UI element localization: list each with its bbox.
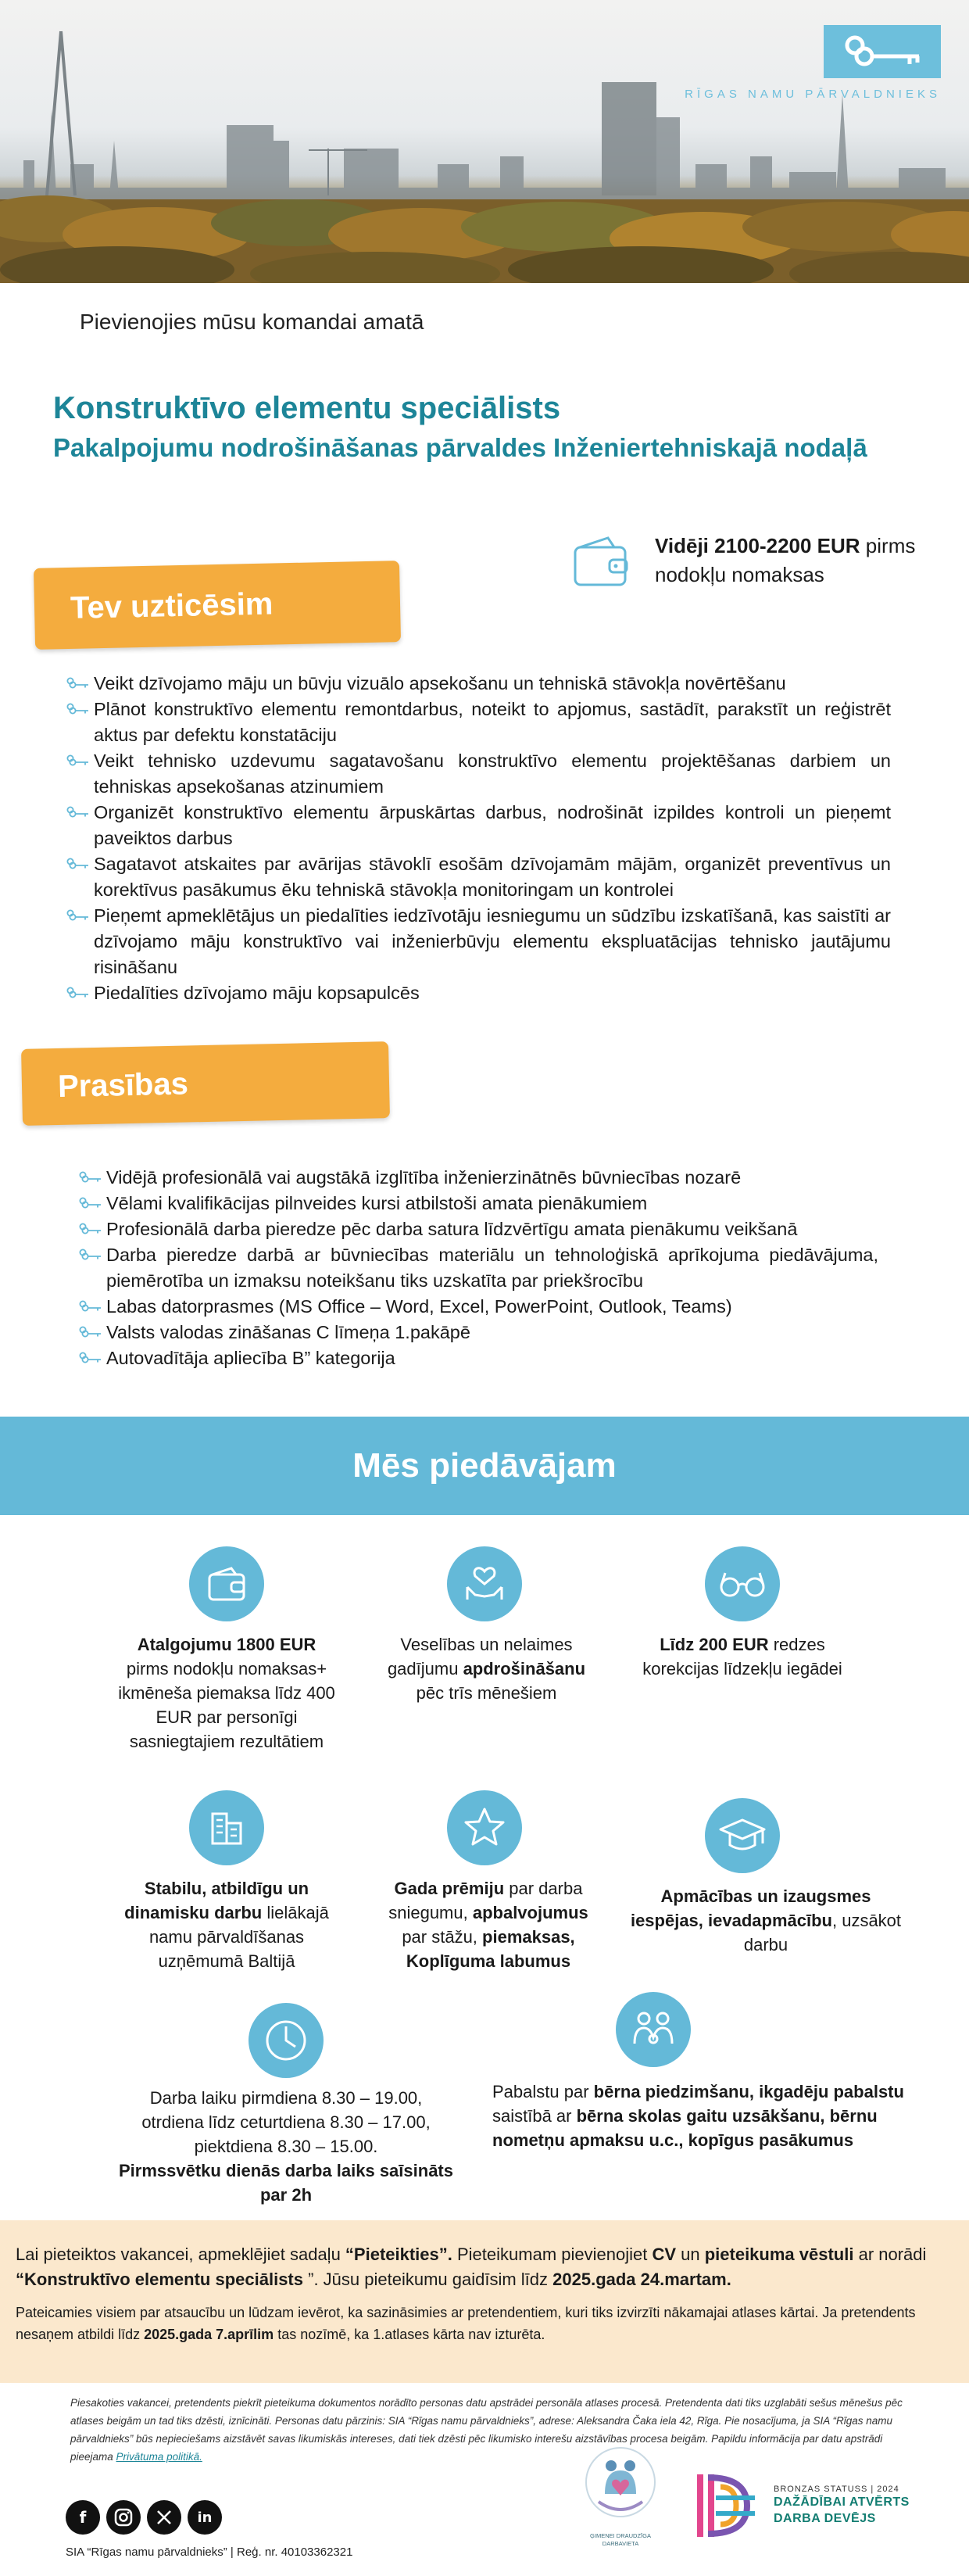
family-friendly-badge: [578, 2439, 663, 2556]
offer-salary: [109, 1632, 344, 1754]
application-info: [0, 2220, 969, 2383]
offer-insurance-bold: apdrošināšanu: [463, 1659, 586, 1679]
diversity-logo-icon: [692, 2467, 763, 2545]
offer-bonus-text1: par darba sniegumu,: [388, 1879, 583, 1922]
list-item-text: Sagatavot atskaites par avārijas stāvoklī esošām dzīvojamām mājām, organizēt preventīvus un korektīvus pasākumus ēku tehniskā stāvokļa monitoringam un kontrolei: [94, 854, 891, 900]
offer-bonus-text2: par stāžu,: [402, 1927, 483, 1947]
health-hands-icon: [447, 1546, 522, 1621]
wallet-icon: [189, 1546, 264, 1621]
apply-cv: CV: [652, 2245, 677, 2264]
duty-item: [66, 903, 891, 980]
privacy-text: Piesakoties vakancei, pretendents piekrīt pieteikuma dokumentos norādīto personas datu apstrādei personāla atlases procesā. Pretendenta dati tiks uzglabāti sešus mēnešus pēc atlases beigām un tad tiks dzēsti, iznīcināti. Personas datu pārzinis: SIA “Rīgas namu pārvaldnieks”, adrese: Aleksandra Čaka iela 42, Rīga. Pie nosacījuma, ja SIA “Rīgas namu pārvaldnieks” būs nepieciešams aizstāvēt savas likumiskās intereses, dati tiek dzēsti pēc likumisko interešu aizstāvības procesa beigām. Papildu informācija par datu apstrādi pieejama: [70, 2397, 903, 2463]
duties-list: [66, 671, 891, 1006]
offer-glasses: [625, 1632, 860, 1681]
clock-icon: [249, 2003, 324, 2078]
offer-bonus-bold2: apbalvojumus: [472, 1903, 588, 1922]
wallet-icon: [570, 532, 633, 594]
company-logo: [685, 25, 941, 101]
offer-hours-line1: Darba laiku pirmdiena 8.30 – 19.00,: [149, 2088, 423, 2108]
apply-text: ”. Jūsu pieteikumu gaidīsim līdz: [303, 2270, 553, 2289]
offer-bonus-bold1: Gada prēmiju: [394, 1879, 505, 1898]
diversity-badge: [692, 2467, 942, 2545]
key-bullet-icon: [66, 754, 91, 768]
offer-child-text2: saistībā ar: [492, 2106, 577, 2126]
offer-insurance-text1: Veselības un nelaimes gadījumu: [387, 1635, 573, 1679]
requirement-item: [78, 1320, 878, 1345]
glasses-icon: [705, 1546, 780, 1621]
requirement-item: [78, 1242, 878, 1294]
duties-heading-text: Tev uzticēsim: [70, 586, 274, 625]
list-item-text: Profesionālā darba pieredze pēc darba satura līdzvērtīgu amata pienākumu veikšanā: [106, 1219, 798, 1239]
family-friendly-logo-icon: [581, 2439, 660, 2525]
buildings-icon: [189, 1790, 264, 1865]
key-bullet-icon: [78, 1196, 103, 1210]
offer-stable-job: [109, 1876, 344, 1973]
list-item-text: Plānot konstruktīvo elementu remontdarbus, noteikt to apjomus, sastādīt, parakstīt un reģistrēt aktus par defektu konstatāciju: [94, 699, 891, 745]
duties-heading: [34, 561, 401, 650]
apply-text: Pieteikumam pievienojiet: [452, 2245, 653, 2264]
offer-child-benefits: [492, 2080, 914, 2152]
apply-link-section: “Pieteikties”.: [345, 2245, 452, 2264]
offer-insurance: [375, 1632, 598, 1705]
key-bullet-icon: [78, 1170, 103, 1184]
job-department: Pakalpojumu nodrošināšanas pārvaldes Inženiertehniskajā nodaļā: [53, 433, 867, 462]
requirement-item: [78, 1165, 878, 1191]
duty-item: [66, 851, 891, 903]
x-icon[interactable]: [147, 2500, 181, 2535]
offer-child-bold2: bērna skolas gaitu uzsākšanu, bērnu nometņu apmaksu u.c., kopīgus pasākumus: [492, 2106, 878, 2150]
duty-item: [66, 748, 891, 800]
list-item-text: Piedalīties dzīvojamo māju kopsapulcēs: [94, 983, 420, 1003]
apply-letter: pieteikuma vēstuli: [704, 2245, 854, 2264]
offer-hours-bold: Pirmssvētku dienās darba laiks saīsināts par 2h: [118, 2161, 453, 2205]
duty-item: [66, 697, 891, 748]
offer-heading-band: [0, 1417, 969, 1515]
list-item-text: Darba pieredze darbā ar būvniecības materiālu un tehnoloģiskā aprīkojuma piedāvājuma, piemērotība un izmaksu noteikšanu tiks uzskatīta par priekšrocību: [106, 1245, 878, 1291]
duty-item: [66, 800, 891, 851]
key-bullet-icon: [78, 1325, 103, 1339]
requirements-heading-text: Prasības: [57, 1066, 189, 1104]
requirement-item: [78, 1294, 878, 1320]
list-item-text: Organizēt konstruktīvo elementu ārpuskārtas darbus, nodrošināt izpildes kontroli un pieņemt paveiktos darbus: [94, 802, 891, 848]
offer-salary-bold: Atalgojumu 1800 EUR: [137, 1635, 316, 1654]
key-bullet-icon: [78, 1222, 103, 1236]
diversity-line2: DARBA DEVĒJS: [774, 2512, 876, 2525]
duty-item: [66, 980, 891, 1006]
offer-training: [625, 1884, 906, 1957]
social-links: [66, 2500, 222, 2535]
offer-salary-text: pirms nodokļu nomaksas+ ikmēneša piemaksa līdz 400 EUR par personīgi sasniegtajiem rezultātiem: [118, 1659, 335, 1751]
instagram-icon[interactable]: [106, 2500, 141, 2535]
key-bullet-icon: [66, 857, 91, 871]
application-instructions: [16, 2242, 953, 2292]
facebook-icon[interactable]: f: [66, 2500, 100, 2535]
salary-note: pirms nodokļu nomaksas: [655, 534, 916, 586]
key-bullet-icon: [66, 805, 91, 819]
diversity-line1: DAŽĀDĪBAI ATVĒRTS: [774, 2495, 910, 2509]
list-item-text: Vēlami kvalifikācijas pilnveides kursi atbilstoši amata pienākumiem: [106, 1193, 648, 1213]
key-bullet-icon: [78, 1248, 103, 1262]
star-icon: [447, 1790, 522, 1865]
notice-date: 2025.gada 7.aprīlim: [144, 2327, 274, 2342]
list-item-text: Vidējā profesionālā vai augstākā izglītība inženierzinātnēs būvniecības nozarē: [106, 1167, 742, 1188]
privacy-notice: [70, 2394, 914, 2466]
offer-glasses-text: redzes korekcijas līdzekļu iegādei: [642, 1635, 842, 1679]
offer-bonus-bold3: piemaksas, Koplīguma labumus: [406, 1927, 575, 1971]
logo-text: RĪGAS NAMU PĀRVALDNIEKS: [685, 88, 941, 101]
list-item-text: Veikt dzīvojamo māju un būvju vizuālo apsekošanu un tehniskā stāvokļa novērtēšanu: [94, 673, 786, 693]
requirement-item: [78, 1345, 878, 1371]
list-item-text: Pieņemt apmeklētājus un piedalīties iedzīvotāju iesniegumu un sūdzību izskatīšanā, kas saistīti ar dzīvojamo māju konstruktīvo vai inženierbūvju elementu ekspluatācijas tehnisko jautājumu risināšanu: [94, 905, 891, 977]
key-bullet-icon: [78, 1351, 103, 1365]
requirement-item: [78, 1216, 878, 1242]
company-registration: SIA “Rīgas namu pārvaldnieks” | Reģ. nr. 40103362321: [66, 2546, 353, 2559]
offer-bonus: [375, 1876, 602, 1973]
apply-text: un: [676, 2245, 705, 2264]
requirements-list: [78, 1165, 878, 1371]
offer-training-text: , uzsākot darbu: [743, 1911, 902, 1954]
key-bullet-icon: [66, 986, 91, 1000]
offer-glasses-bold: Līdz 200 EUR: [660, 1635, 769, 1654]
application-notice: [16, 2302, 953, 2345]
requirement-item: [78, 1191, 878, 1216]
offer-work-hours: [117, 2086, 455, 2207]
offer-stable-text: lielākajā namu pārvaldīšanas uzņēmumā Baltijā: [148, 1903, 329, 1971]
family-icon: [616, 1992, 691, 2067]
offer-hours-line3: piektdiena 8.30 – 15.00.: [194, 2137, 378, 2156]
key-bullet-icon: [78, 1299, 103, 1313]
key-bullet-icon: [66, 676, 91, 690]
apply-reference: “Konstruktīvo elementu speciālists: [16, 2270, 303, 2289]
graduation-cap-icon: [705, 1798, 780, 1873]
apply-text: Lai pieteiktos vakancei, apmeklējiet sadaļu: [16, 2245, 345, 2264]
join-intro: Pievienojies mūsu komandai amatā: [80, 310, 424, 334]
key-bullet-icon: [66, 702, 91, 716]
notice-text: Pateicamies visiem par atsaucību un lūdzam ievērot, ka sazināsimies ar pretendentiem, kuri tiks izvirzīti nākamajai atlases kārtai. Ja pretendents nesaņem atbildi līdz: [16, 2305, 916, 2342]
family-friendly-text: ĢIMENEI DRAUDZĪGA DARBAVIETA: [590, 2532, 651, 2547]
list-item-text: Labas datorprasmes (MS Office – Word, Excel, PowerPoint, Outlook, Teams): [106, 1296, 732, 1317]
offer-child-bold1: bērna piedzimšanu, ikgadēju pabalstu: [593, 2082, 904, 2101]
offer-stable-bold: Stabilu, atbildīgu un dinamisku darbu: [124, 1879, 309, 1922]
duty-item: [66, 671, 891, 697]
offer-insurance-text2: pēc trīs mēnešiem: [416, 1683, 557, 1703]
apply-text: ar norādi: [853, 2245, 927, 2264]
hero-banner: [0, 0, 969, 283]
list-item-text: Valsts valodas zināšanas C līmeņa 1.pakāpē: [106, 1322, 470, 1342]
notice-text: tas nozīmē, ka 1.atlases kārta nav izturēta.: [274, 2327, 545, 2342]
offer-hours-line2: otrdiena līdz ceturtdiena 8.30 – 17.00,: [141, 2112, 431, 2132]
key-logo-icon: [824, 25, 941, 78]
diversity-status: BRONZAS STATUSS | 2024: [774, 2485, 899, 2494]
job-title: Konstruktīvo elementu speciālists: [53, 391, 561, 425]
privacy-policy-link[interactable]: Privātuma politikā.: [116, 2451, 202, 2463]
apply-deadline: 2025.gada 24.martam.: [552, 2270, 731, 2289]
linkedin-icon[interactable]: in: [188, 2500, 222, 2535]
salary-info: [570, 532, 930, 594]
offer-child-text1: Pabalstu par: [492, 2082, 594, 2101]
offer-heading: Mēs piedāvājam: [352, 1446, 617, 1485]
offer-training-bold: Apmācības un izaugsmes iespējas, ievadapmācību: [630, 1886, 871, 1930]
list-item-text: Autovadītāja apliecība B” kategorija: [106, 1348, 395, 1368]
requirements-heading: [21, 1041, 390, 1126]
salary-amount: Vidēji 2100-2200 EUR: [655, 534, 860, 557]
list-item-text: Veikt tehnisko uzdevumu sagatavošanu konstruktīvo elementu projektēšanas darbiem un tehniskas apsekošanas atzinumiem: [94, 751, 891, 797]
key-bullet-icon: [66, 908, 91, 923]
